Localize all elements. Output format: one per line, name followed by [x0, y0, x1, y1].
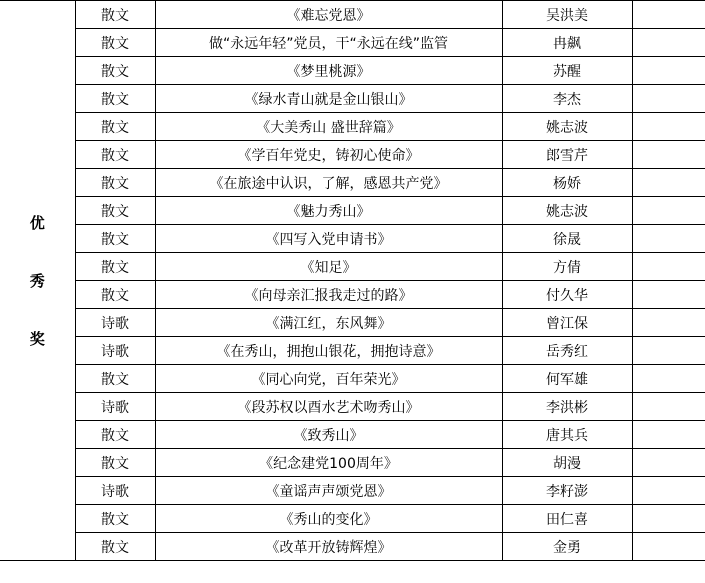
empty-cell: [632, 253, 705, 281]
empty-cell: [632, 449, 705, 477]
category-cell: 散文: [75, 113, 155, 141]
author-cell: 付久华: [502, 281, 632, 309]
category-cell: 散文: [75, 421, 155, 449]
table-row: [0, 29, 705, 57]
empty-cell: [632, 421, 705, 449]
author-cell: 姚志波: [502, 197, 632, 225]
title-cell: 《童谣声声颂党恩》: [155, 477, 502, 505]
award-level-char: 奖: [29, 329, 45, 348]
title-cell: 做“永远年轻”党员，干“永远在线”监管: [155, 29, 502, 57]
empty-cell: [632, 393, 705, 421]
author-cell: 冉飙: [502, 29, 632, 57]
empty-cell: [632, 29, 705, 57]
table-row: [0, 197, 705, 225]
category-cell: 散文: [75, 505, 155, 533]
author-cell: 曾江保: [502, 309, 632, 337]
author-cell: 李杰: [502, 85, 632, 113]
author-cell: 吴洪美: [502, 1, 632, 29]
category-cell: 诗歌: [75, 309, 155, 337]
empty-cell: [632, 1, 705, 29]
award-table-body: [0, 1, 705, 561]
table-row: [0, 253, 705, 281]
award-level-cell: [0, 1, 75, 561]
empty-cell: [632, 57, 705, 85]
table-row: [0, 505, 705, 533]
author-cell: 胡漫: [502, 449, 632, 477]
author-cell: 苏醒: [502, 57, 632, 85]
table-row: [0, 57, 705, 85]
author-cell: 徐晟: [502, 225, 632, 253]
title-cell: 《四写入党申请书》: [155, 225, 502, 253]
category-cell: 散文: [75, 225, 155, 253]
title-cell: 《向母亲汇报我走过的路》: [155, 281, 502, 309]
empty-cell: [632, 281, 705, 309]
empty-cell: [632, 365, 705, 393]
empty-cell: [632, 85, 705, 113]
category-cell: 诗歌: [75, 337, 155, 365]
table-row: [0, 533, 705, 561]
category-cell: 散文: [75, 253, 155, 281]
empty-cell: [632, 197, 705, 225]
title-cell: 《段苏权以酉水艺术吻秀山》: [155, 393, 502, 421]
category-cell: 散文: [75, 29, 155, 57]
table-row: [0, 1, 705, 29]
table-row: [0, 365, 705, 393]
category-cell: 散文: [75, 365, 155, 393]
author-cell: 方倩: [502, 253, 632, 281]
category-cell: 散文: [75, 533, 155, 561]
category-cell: 散文: [75, 169, 155, 197]
table-row: [0, 141, 705, 169]
author-cell: 郎雪芹: [502, 141, 632, 169]
author-cell: 姚志波: [502, 113, 632, 141]
title-cell: 《在秀山，拥抱山银花，拥抱诗意》: [155, 337, 502, 365]
table-row: [0, 337, 705, 365]
title-cell: 《改革开放铸辉煌》: [155, 533, 502, 561]
title-cell: 《秀山的变化》: [155, 505, 502, 533]
author-cell: 杨娇: [502, 169, 632, 197]
author-cell: 李籽澎: [502, 477, 632, 505]
title-cell: 《魅力秀山》: [155, 197, 502, 225]
empty-cell: [632, 505, 705, 533]
author-cell: 金勇: [502, 533, 632, 561]
category-cell: 诗歌: [75, 477, 155, 505]
empty-cell: [632, 141, 705, 169]
table-row: [0, 169, 705, 197]
category-cell: 散文: [75, 281, 155, 309]
empty-cell: [632, 309, 705, 337]
category-cell: 散文: [75, 57, 155, 85]
title-cell: 《绿水青山就是金山银山》: [155, 85, 502, 113]
author-cell: 唐其兵: [502, 421, 632, 449]
title-cell: 《纪念建党100周年》: [155, 449, 502, 477]
category-cell: 散文: [75, 85, 155, 113]
table-row: [0, 113, 705, 141]
title-cell: 《知足》: [155, 253, 502, 281]
title-cell: 《大美秀山 盛世辞篇》: [155, 113, 502, 141]
title-cell: 《满江红，东风舞》: [155, 309, 502, 337]
empty-cell: [632, 225, 705, 253]
title-cell: 《梦里桃源》: [155, 57, 502, 85]
category-cell: 诗歌: [75, 393, 155, 421]
author-cell: 何军雄: [502, 365, 632, 393]
empty-cell: [632, 477, 705, 505]
table-row: [0, 393, 705, 421]
table-row: [0, 477, 705, 505]
table-row: [0, 449, 705, 477]
empty-cell: [632, 533, 705, 561]
category-cell: 散文: [75, 449, 155, 477]
table-row: [0, 309, 705, 337]
table-row: [0, 225, 705, 253]
table-row: [0, 421, 705, 449]
author-cell: 岳秀红: [502, 337, 632, 365]
category-cell: 散文: [75, 141, 155, 169]
award-level-char: 秀: [29, 271, 45, 290]
title-cell: 《同心向党，百年荣光》: [155, 365, 502, 393]
author-cell: 李洪彬: [502, 393, 632, 421]
title-cell: 《难忘党恩》: [155, 1, 502, 29]
empty-cell: [632, 169, 705, 197]
category-cell: 散文: [75, 1, 155, 29]
title-cell: 《学百年党史，铸初心使命》: [155, 141, 502, 169]
award-level-char: 优: [29, 213, 45, 232]
title-cell: 《在旅途中认识，了解，感恩共产党》: [155, 169, 502, 197]
empty-cell: [632, 113, 705, 141]
author-cell: 田仁喜: [502, 505, 632, 533]
title-cell: 《致秀山》: [155, 421, 502, 449]
table-row: [0, 85, 705, 113]
category-cell: 散文: [75, 197, 155, 225]
table-row: [0, 281, 705, 309]
empty-cell: [632, 337, 705, 365]
